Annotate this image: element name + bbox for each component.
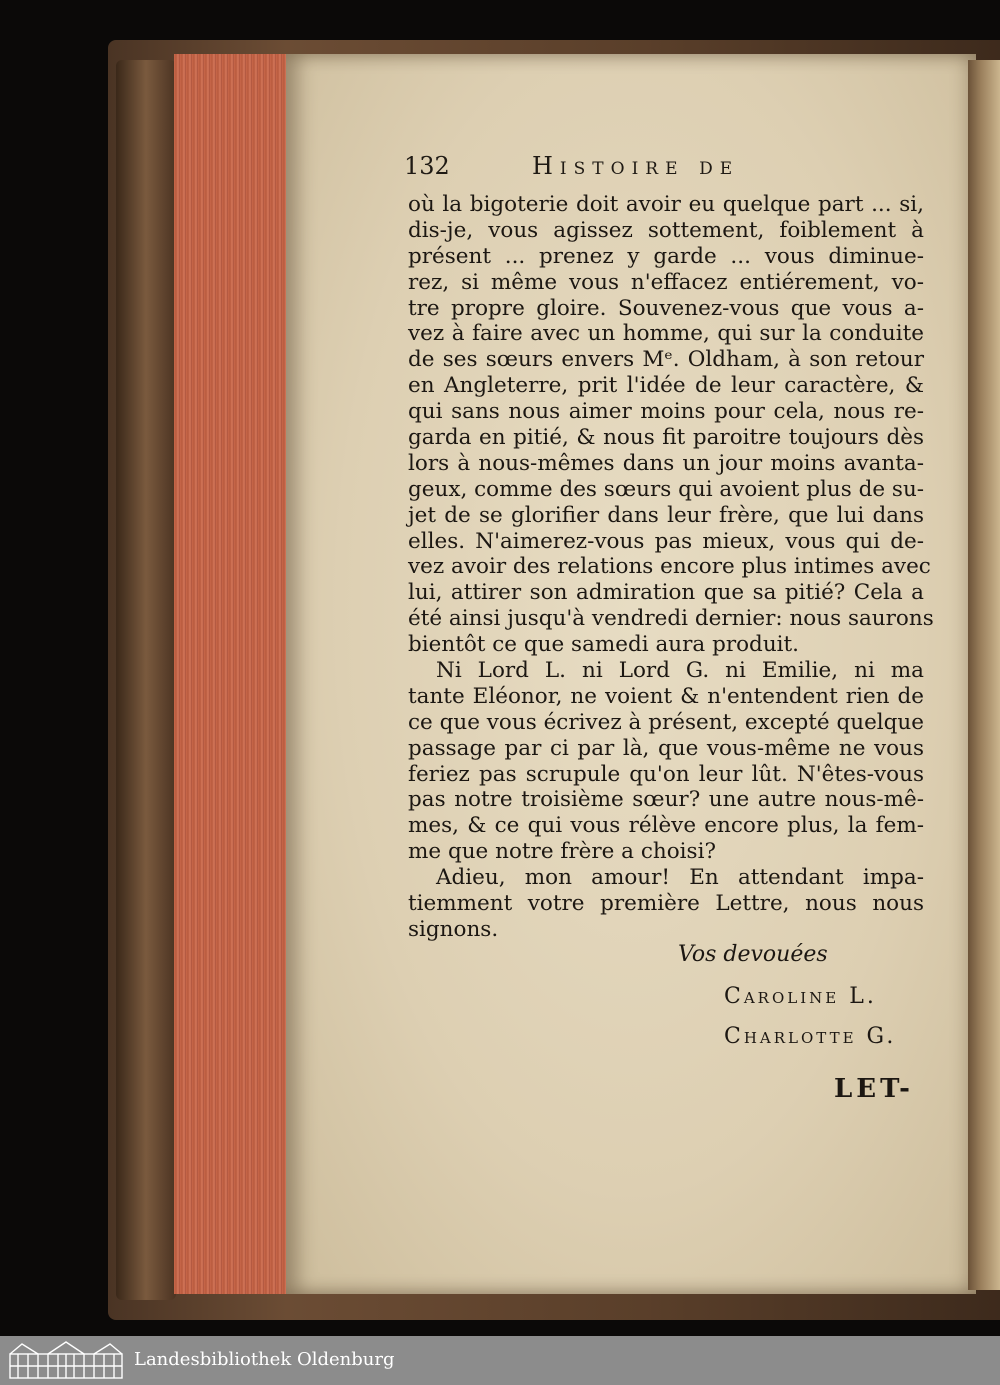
text-line: ce que vous écrivez à présent, excepté quelque [408, 709, 924, 735]
text-line: mes, & ce qui vous rélève encore plus, la fem- [408, 813, 924, 839]
book-spine [116, 60, 176, 1300]
text-line: bientôt ce que samedi aura produit. [408, 632, 800, 658]
text-line: geux, comme des sœurs qui avoient plus de su- [408, 476, 925, 502]
page-edges [174, 54, 292, 1294]
text-line: Ni Lord L. ni Lord G. ni Emilie, ni ma [436, 658, 924, 684]
text-line: rez, si même vous n'effacez entiérement, vo- [408, 269, 924, 295]
library-name[interactable]: Landesbibliothek Oldenburg [134, 1349, 395, 1370]
text-line: me que notre frère a choisi? [408, 839, 716, 865]
text-line: jet de se glorifier dans leur frère, que lui dans [408, 502, 924, 528]
text-line: feriez pas scrupule qu'on leur lût. N'êtes-vous [408, 761, 924, 787]
text-line: elles. N'aimerez-vous pas mieux, vous qui de- [408, 528, 924, 554]
text-line: vez à faire avec un homme, qui sur la conduite [408, 321, 924, 347]
text-line: tiemment votre première Lettre, nous nous [408, 891, 924, 917]
running-head [404, 152, 924, 186]
library-building-logo-icon [8, 1340, 124, 1380]
text-line: Adieu, mon amour! En attendant impa- [436, 865, 924, 891]
text-line: été ainsi jusqu'à vendredi dernier: nous saurons [408, 606, 934, 632]
catchword: LET- [834, 1074, 914, 1104]
running-head-title: Histoire de [532, 152, 740, 180]
page-number: 132 [404, 152, 450, 180]
text-line: lui, attirer son admiration que sa pitié? Cela a [408, 580, 924, 606]
text-line: tante Eléonor, ne voient & n'entendent rien de [408, 683, 924, 709]
signature-caroline: Caroline L. [724, 984, 877, 1009]
text-line: qui sans nous aimer moins pour cela, nous re- [408, 399, 924, 425]
facing-page-edge [968, 60, 1000, 1290]
text-line: lors à nous-mêmes dans un jour moins avanta- [408, 450, 924, 476]
signature-charlotte: Charlotte G. [724, 1024, 897, 1049]
footer-bar [0, 1336, 1000, 1385]
text-line: vez avoir des relations encore plus intimes avec [408, 554, 931, 580]
text-line: pas notre troisième sœur? une autre nous-mê- [408, 787, 924, 813]
text-line: présent ... prenez y garde ... vous diminue- [408, 243, 924, 269]
text-line: passage par ci par là, que vous-même ne vous [408, 735, 924, 761]
body-text [408, 192, 934, 943]
text-line: de ses sœurs envers Mᵉ. Oldham, à son retour [408, 347, 924, 373]
text-line: dis-je, vous agissez sottement, foiblement à [408, 217, 924, 243]
text-line: où la bigoterie doit avoir eu quelque part ... si, [408, 192, 924, 217]
letter-salutation: Vos devouées [678, 942, 828, 967]
text-line: en Angleterre, prit l'idée de leur caractère, & [408, 373, 924, 399]
text-line: signons. [408, 916, 499, 942]
text-line: tre propre gloire. Souvenez-vous que vous a- [408, 295, 924, 321]
text-line: garda en pitié, & nous fit paroitre toujours dès [408, 425, 924, 451]
